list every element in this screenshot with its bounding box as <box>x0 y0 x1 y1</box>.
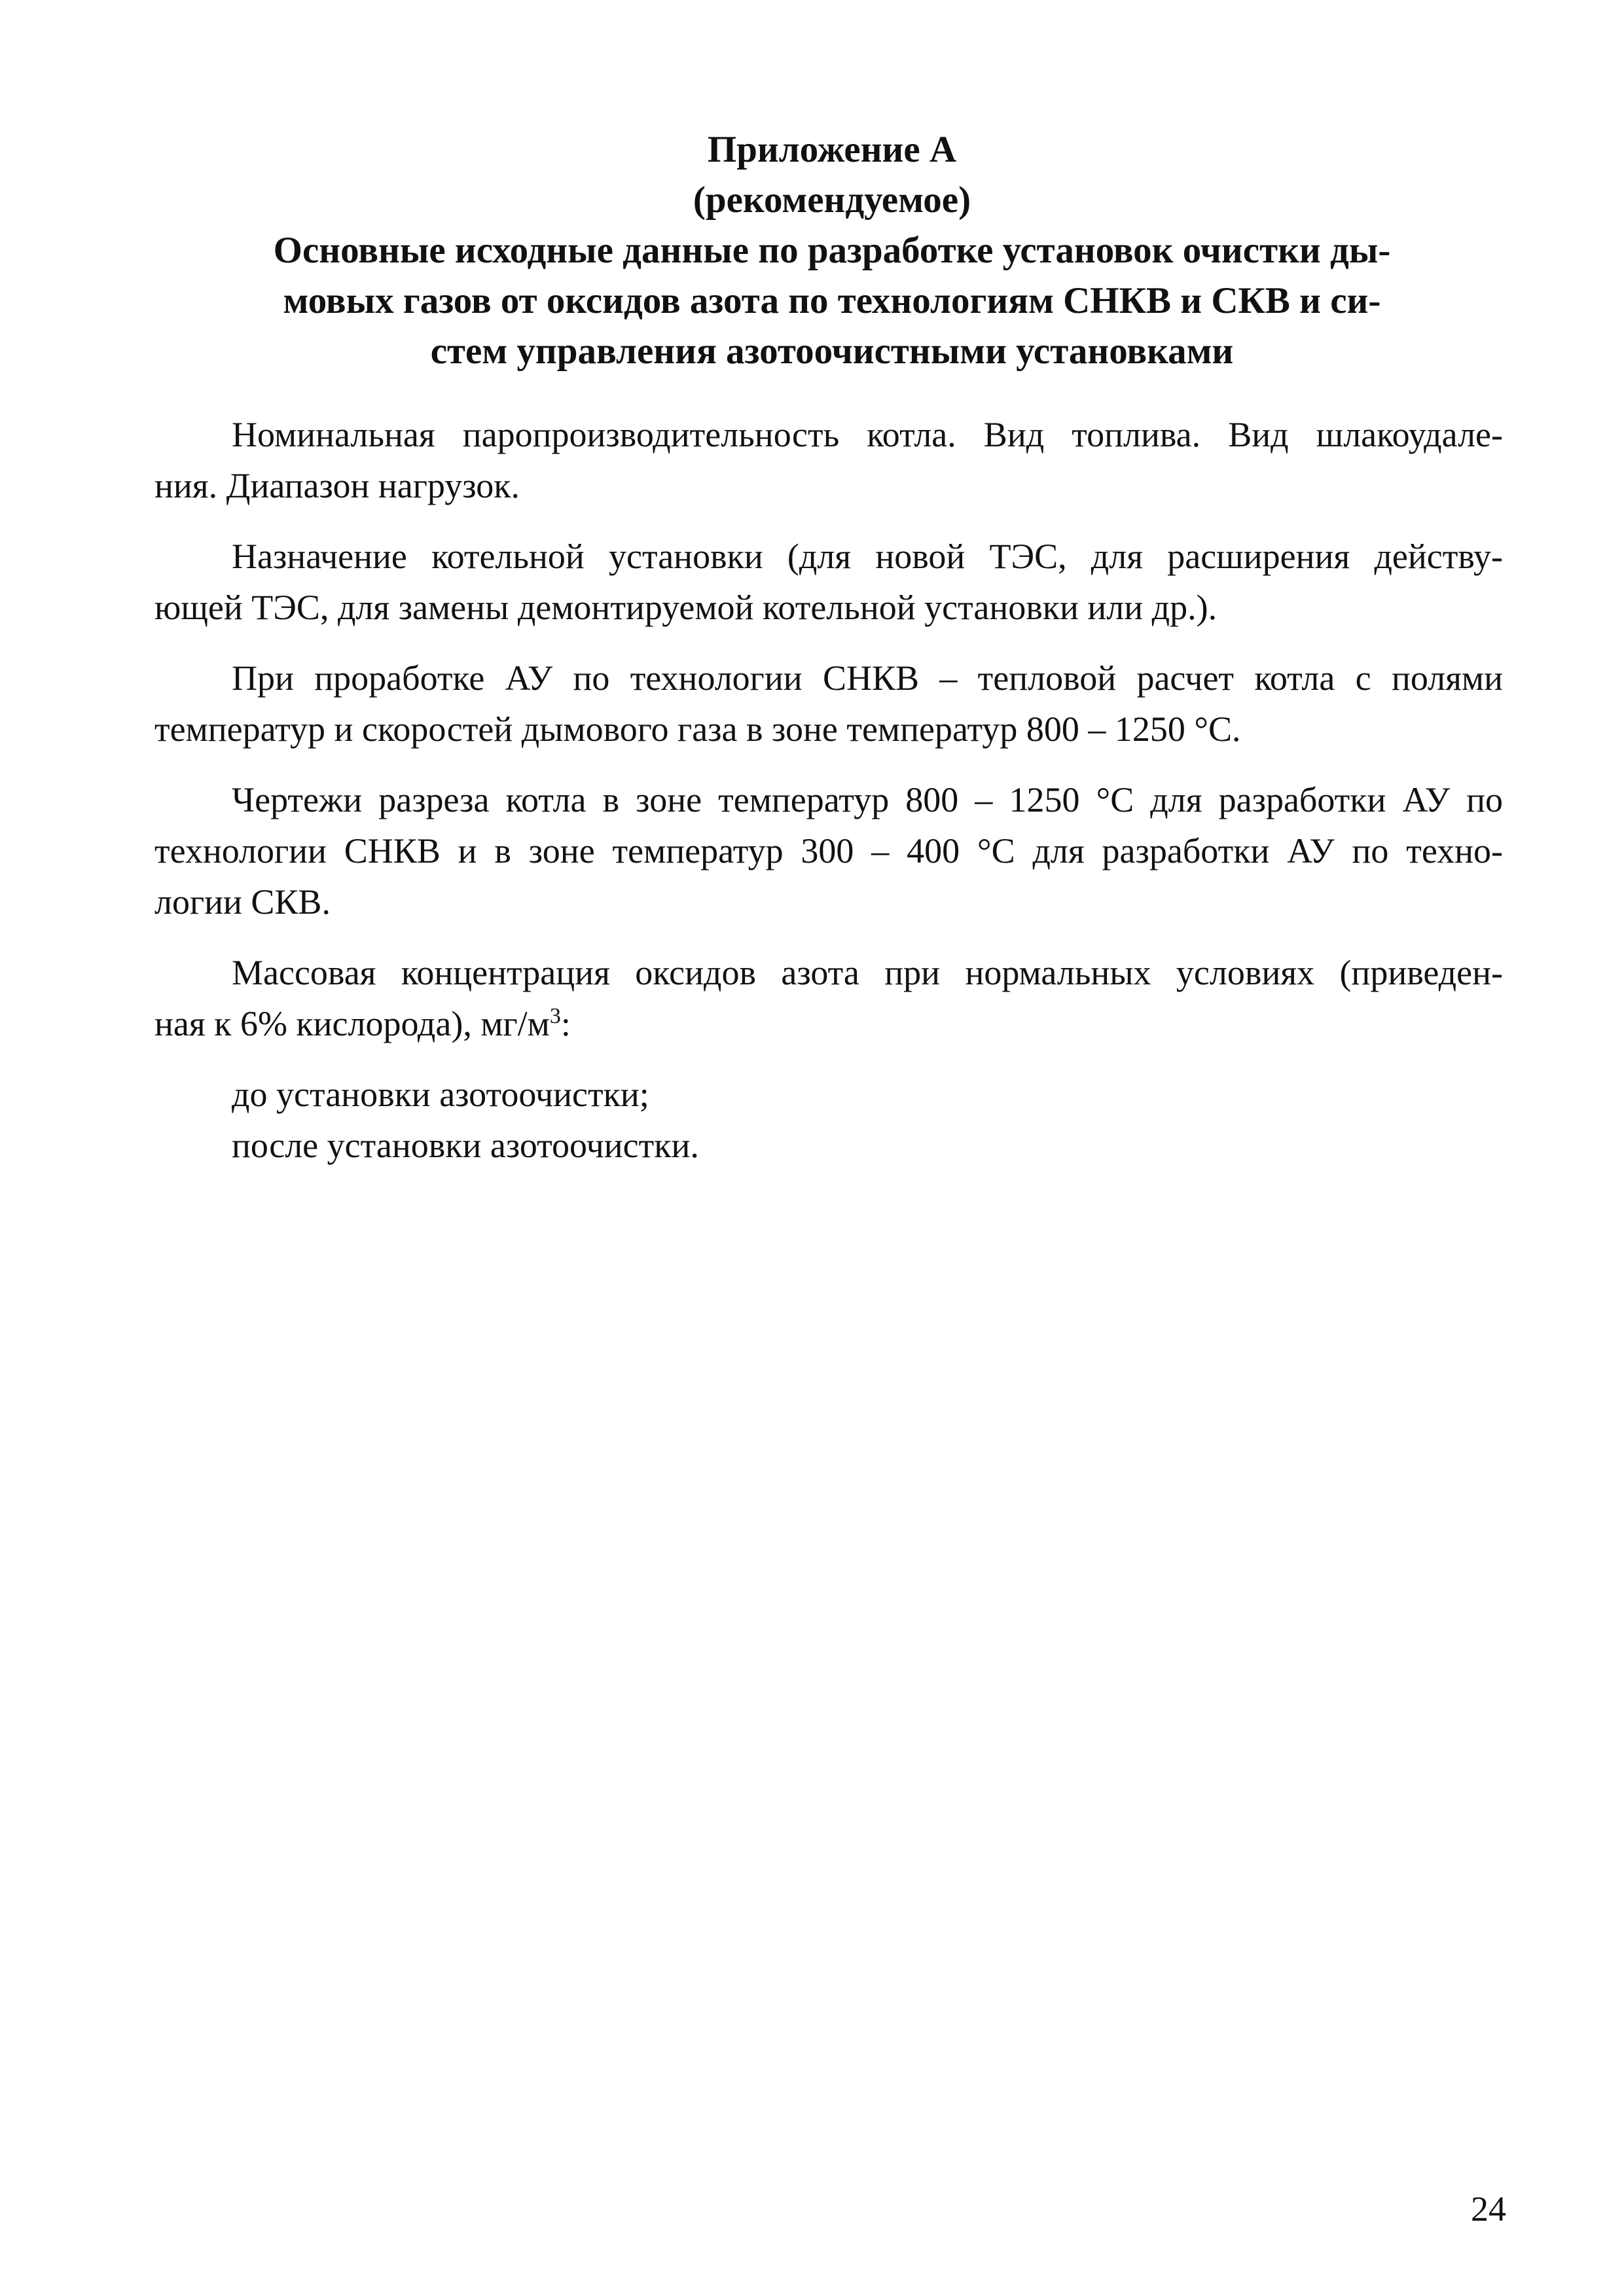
list-item: после установки азотоочистки. <box>232 1126 699 1165</box>
unit-exponent: 3 <box>549 1004 561 1028</box>
appendix-title-line-1: Основные исходные данные по разработке установок очистки ды- <box>273 230 1391 271</box>
paragraph-boiler-drawings <box>154 774 1503 927</box>
list-item: до установки азотоочистки; <box>232 1075 649 1114</box>
paragraph-line: ния. Диапазон нагрузок. <box>154 466 520 505</box>
body-text <box>154 409 1503 1171</box>
appendix-heading <box>154 124 1509 376</box>
paragraph-line-tail: : <box>560 1004 571 1043</box>
paragraph-line: Массовая концентрация оксидов азота при нормальных условиях (приведен- <box>232 953 1503 992</box>
paragraph-boiler-capacity <box>154 409 1503 511</box>
paragraph-boiler-purpose <box>154 531 1503 633</box>
appendix-title-line-3: стем управления азотоочистными установками <box>430 331 1234 372</box>
paragraph-line: логии СКВ. <box>154 882 331 922</box>
paragraph-line: При проработке АУ по технологии СНКВ – тепловой расчет котла с полями <box>232 658 1503 698</box>
paragraph-sncr-calculation <box>154 653 1503 755</box>
page-number: 24 <box>1471 2189 1506 2229</box>
paragraph-line: технологии СНКВ и в зоне температур 300 – 400 °С для разработки АУ по техно- <box>154 831 1503 870</box>
paragraph-line: температур и скоростей дымового газа в зоне температур 800 – 1250 °С. <box>154 709 1241 749</box>
paragraph-line: Назначение котельной установки (для новой ТЭС, для расширения действу- <box>232 537 1503 576</box>
appendix-label: Приложение А <box>707 129 957 170</box>
paragraph-line-text: ная к 6% кислорода), мг/м <box>154 1004 550 1043</box>
paragraph-line: Чертежи разреза котла в зоне температур 800 – 1250 °С для разработки АУ по <box>232 780 1503 819</box>
paragraph-line: ющей ТЭС, для замены демонтируемой котельной установки или др.). <box>154 588 1218 627</box>
appendix-title-line-2: мовых газов от оксидов азота по технологиям СНКВ и СКВ и си- <box>283 280 1381 321</box>
appendix-status: (рекомендуемое) <box>693 179 971 221</box>
concentration-list <box>154 1069 1503 1171</box>
paragraph-line: Номинальная паропроизводительность котла. Вид топлива. Вид шлакоудале- <box>232 415 1503 454</box>
paragraph-line-with-unit <box>154 998 1503 1049</box>
paragraph-nox-concentration <box>154 947 1503 1049</box>
